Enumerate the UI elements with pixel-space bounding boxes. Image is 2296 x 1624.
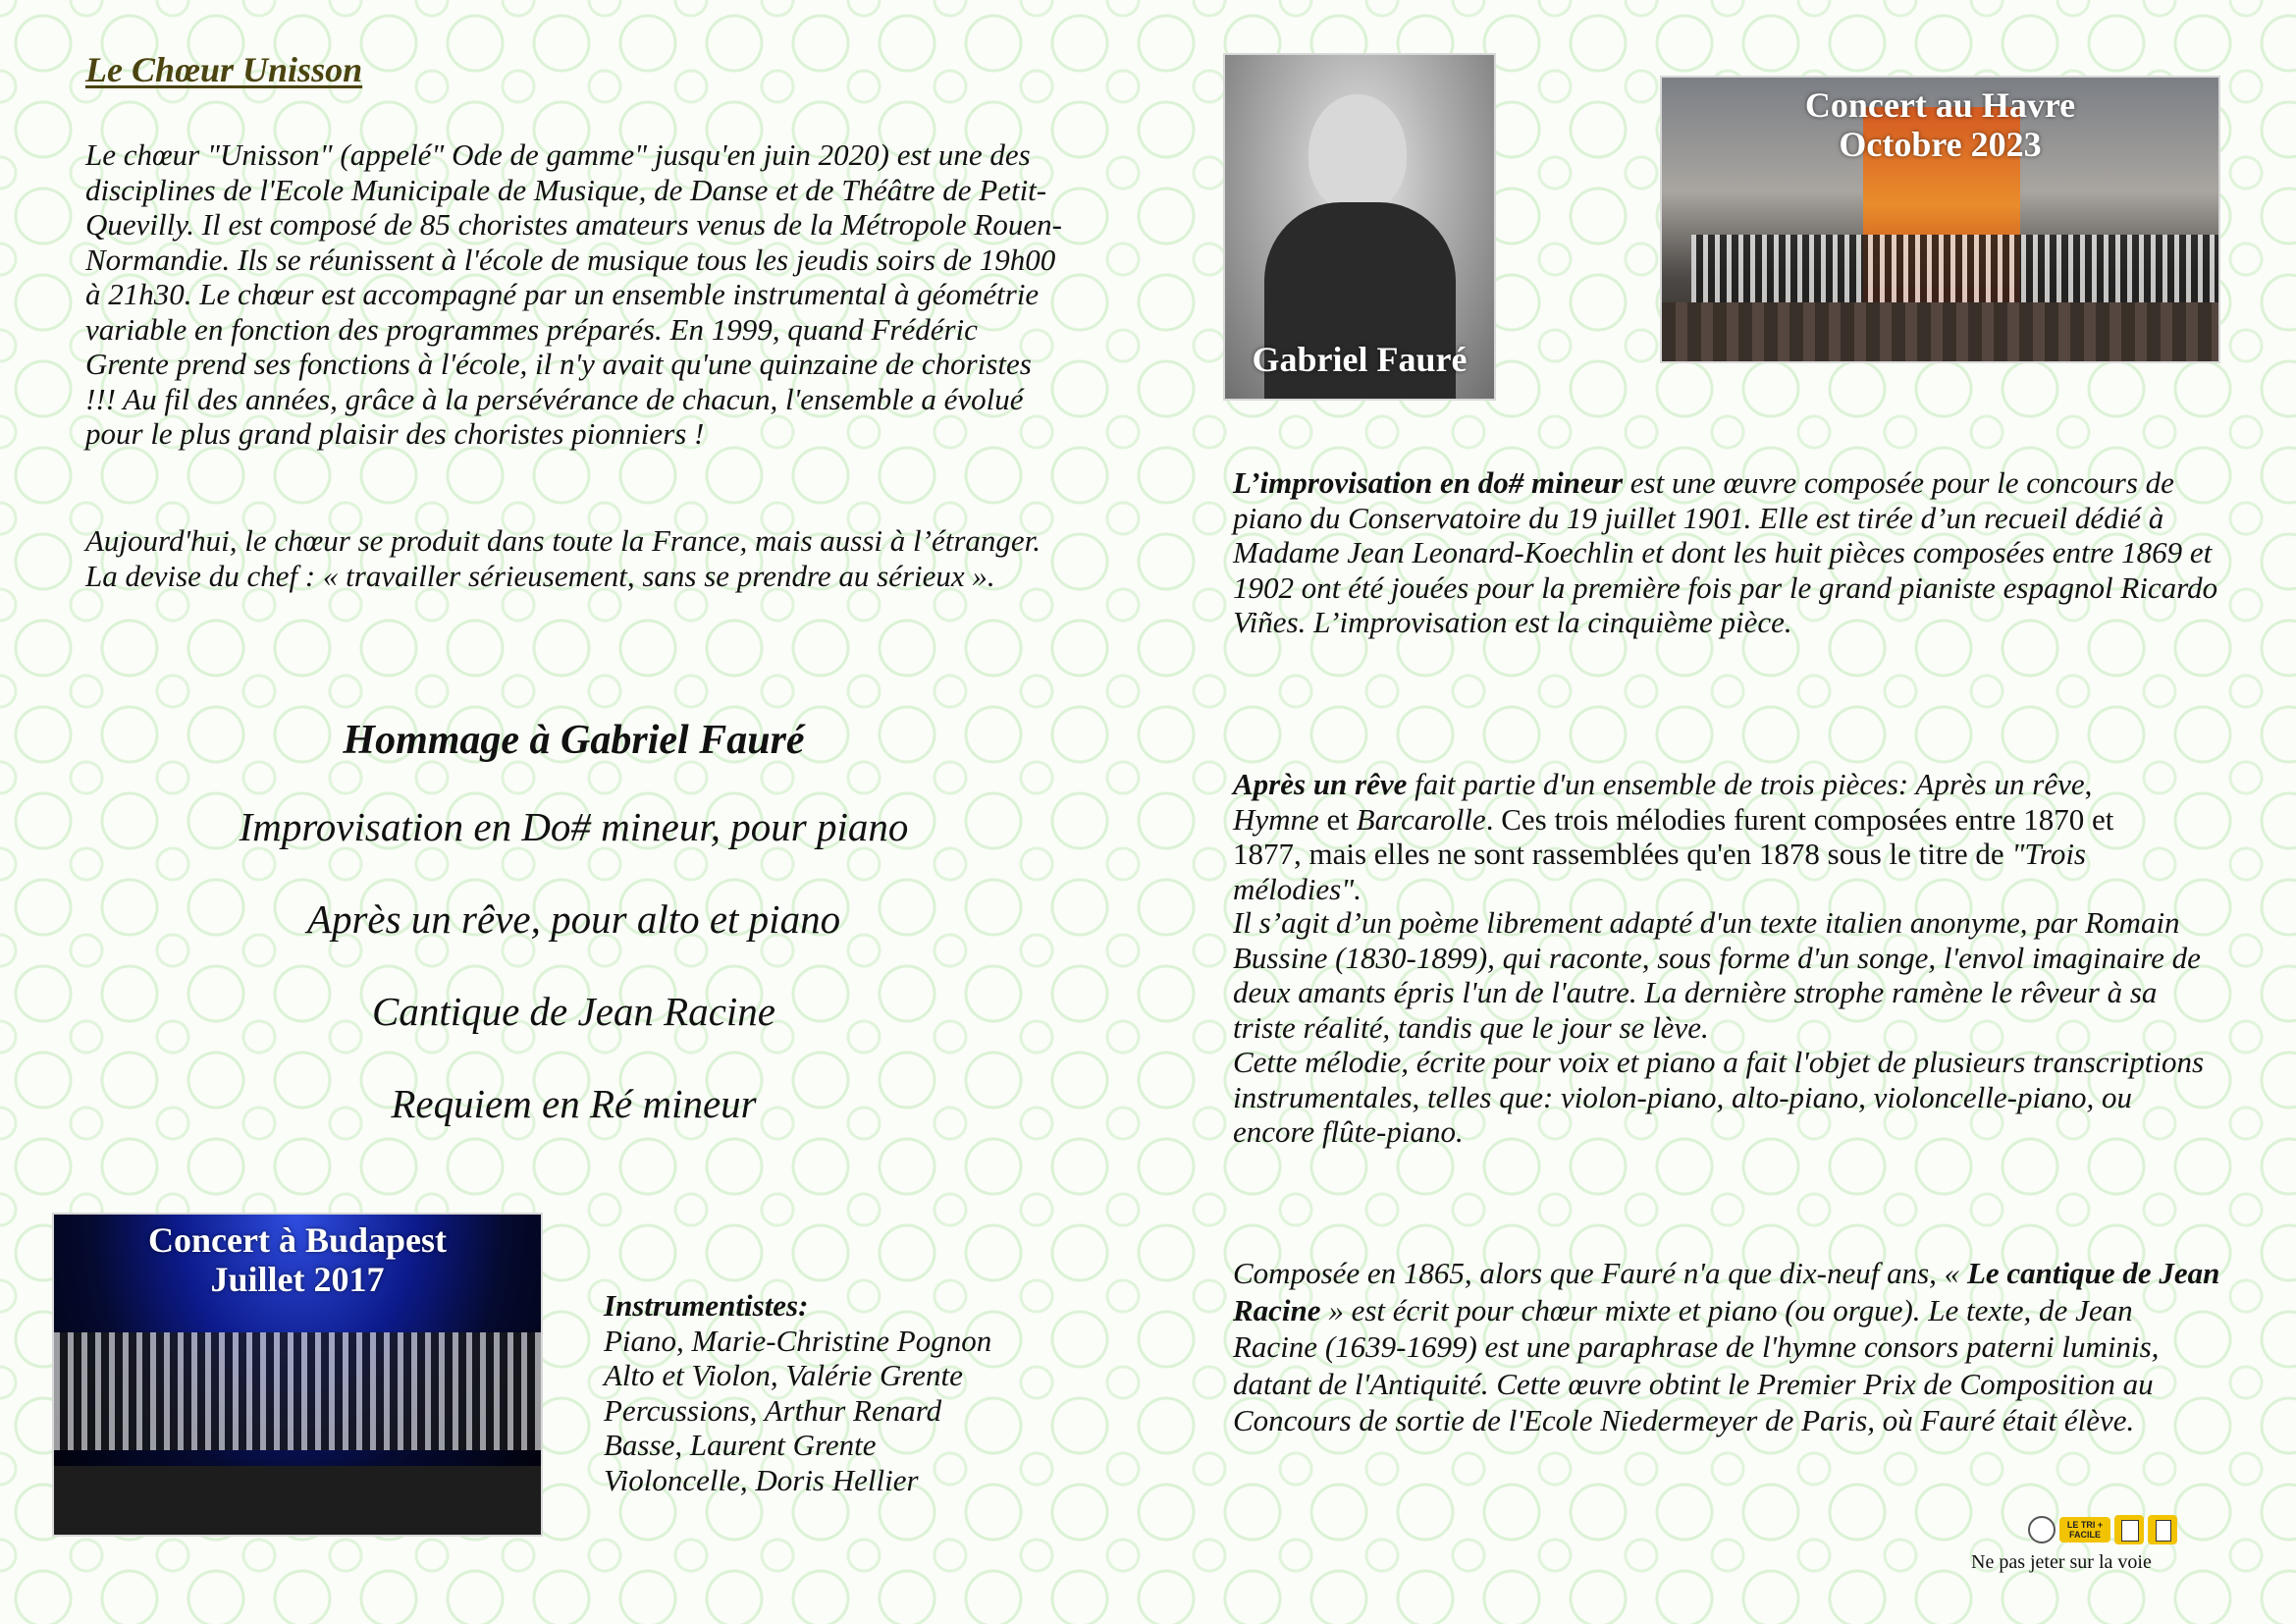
intro-paragraph-2: Aujourd'hui, le chœur se produit dans toute la France, mais aussi à l’étranger. La devise du chef : « travailler sérieusement, sans se prendre au sérieux ». bbox=[85, 523, 1041, 593]
reve-barcarolle: Barcarolle bbox=[1356, 801, 1486, 837]
budapest-concert-photo bbox=[54, 1215, 541, 1535]
instrumentists-block bbox=[604, 1288, 991, 1497]
budapest-caption-line1: Concert à Budapest bbox=[148, 1220, 447, 1260]
program-item: Requiem en Ré mineur bbox=[391, 1081, 757, 1126]
bin-icon bbox=[2148, 1515, 2177, 1544]
havre-caption-line2: Octobre 2023 bbox=[1839, 125, 2042, 164]
program-heading: Hommage à Gabriel Fauré bbox=[343, 718, 805, 763]
reve-text-3: et bbox=[1318, 801, 1357, 837]
recycle-icon bbox=[2028, 1516, 2056, 1543]
reve-paragraph-2: Il s’agit d’un poème librement adapté d'un texte italien anonyme, par Romain Bussine (1830-1899), qui raconte, sous forme d'un songe, l'envol imaginaire de deux amants épris l'un de l'autre. La dernière strophe ramène le rêveur à sa triste réalité, tandis que le jour se lève. bbox=[1233, 905, 2201, 1045]
stage-floor bbox=[54, 1466, 541, 1535]
instrumentist-line: Alto et Violon, Valérie Grente bbox=[604, 1358, 963, 1392]
cantique-paragraph bbox=[1233, 1255, 2224, 1439]
reve-text-2: , bbox=[2084, 767, 2093, 801]
instrumentist-line: Violoncelle, Doris Hellier bbox=[604, 1462, 919, 1497]
portrait-head bbox=[1308, 94, 1407, 212]
instrumentists-heading: Instrumentistes: bbox=[604, 1288, 809, 1323]
paper-icon bbox=[2114, 1515, 2144, 1544]
cantique-text-1: Composée en 1865, alors que Fauré n'a que dix-neuf ans, « bbox=[1233, 1256, 1967, 1290]
reve-paragraph-3: Cette mélodie, écrite pour voix et piano a fait l'objet de plusieurs transcriptions instrumentales, telles que: violon-piano, alto-piano, violoncelle-piano, ou encore flûte-piano. bbox=[1233, 1045, 2205, 1149]
cantique-title: Le cantique de Jean Racine bbox=[1233, 1256, 2220, 1327]
improvisation-title: L’improvisation en do# mineur bbox=[1233, 465, 1624, 500]
footer-note: Ne pas jeter sur la voie bbox=[1971, 1551, 2152, 1573]
reve-paragraph bbox=[1233, 767, 2136, 906]
reve-trois-melodies: "Trois mélodies". bbox=[1233, 837, 2086, 906]
instrumentist-line: Percussions, Arthur Renard bbox=[604, 1392, 942, 1428]
le-tri-badge: LE TRI + FACILE bbox=[2059, 1517, 2110, 1543]
havre-concert-photo bbox=[1662, 78, 2218, 361]
reve-title: Après un rêve bbox=[1233, 767, 1408, 801]
reve-hymne: Hymne bbox=[1233, 801, 1319, 837]
page-title: Le Chœur Unisson bbox=[85, 50, 363, 89]
budapest-caption-line2: Juillet 2017 bbox=[210, 1260, 385, 1299]
reve-text-1: fait partie d'un ensemble de trois pièces: Après un rêve bbox=[1407, 767, 2085, 801]
program-item: Improvisation en Do# mineur, pour piano bbox=[239, 804, 909, 849]
gabriel-faure-portrait bbox=[1225, 55, 1494, 399]
instrumentist-line: Basse, Laurent Grente bbox=[604, 1428, 877, 1462]
reve-text-4: . Ces trois mélodies furent composées entre 1870 et 1877, mais elles ne sont rassemblées qu'en 1878 sous le titre de bbox=[1233, 801, 2114, 871]
improvisation-text: est une œuvre composée pour le concours de piano du Conservatoire du 19 juillet 1901. Elle est tirée d’un recueil dédié à Madame Jean Leonard-Koechlin et dont les huit pièces composées entre 1869 et 1902 ont été jouées pour la première fois par le grand pianiste espagnol Ricardo Viñes. L’improvisation est la cinquième pièce. bbox=[1233, 465, 2218, 639]
instrumentist-line: Piano, Marie-Christine Pognon bbox=[604, 1323, 992, 1358]
intro-paragraph-1: Le chœur "Unisson" (appelé" Ode de gamme" jusqu'en juin 2020) est une des disciplines de l'Ecole Municipale de Musique, de Danse et de Théâtre de Petit-Quevilly. Il est composé de 85 choristes amateurs venus de la Métropole Rouen-Normandie. Ils se réunissent à l'école de musique tous les jeudis soirs de 19h00 à 21h30. Le chœur est accompagné par un ensemble instrumental à géométrie variable en fonction des programmes préparés. En 1999, quand Frédéric Grente prend ses fonctions à l'école, il n'y avait qu'une quinzaine de choristes !!! Au fil des années, grâce à la persévérance de chacun, l'ensemble a évolué pour le plus grand plaisir des choristes pionniers ! bbox=[85, 137, 1062, 451]
improvisation-paragraph bbox=[1233, 465, 2224, 640]
cantique-text-2: » est écrit pour chœur mixte et piano (ou orgue). Le texte, de Jean Racine (1639-1699) est une paraphrase de l'hymne consors paterni luminis, datant de l'Antiquité. Cette œuvre obtint le Premier Prix de Composition au Concours de sortie de l'Ecole Niedermeyer de Paris, où Fauré était élève. bbox=[1233, 1292, 2160, 1437]
choir-figures bbox=[54, 1332, 541, 1450]
program-item: Après un rêve, pour alto et piano bbox=[306, 896, 841, 942]
choir-figures bbox=[1691, 235, 2218, 303]
program-item: Cantique de Jean Racine bbox=[371, 989, 775, 1034]
audience bbox=[1662, 302, 2218, 361]
havre-caption-line1: Concert au Havre bbox=[1804, 85, 2076, 125]
recycling-logos bbox=[2028, 1515, 2177, 1544]
faure-caption: Gabriel Fauré bbox=[1252, 340, 1468, 379]
